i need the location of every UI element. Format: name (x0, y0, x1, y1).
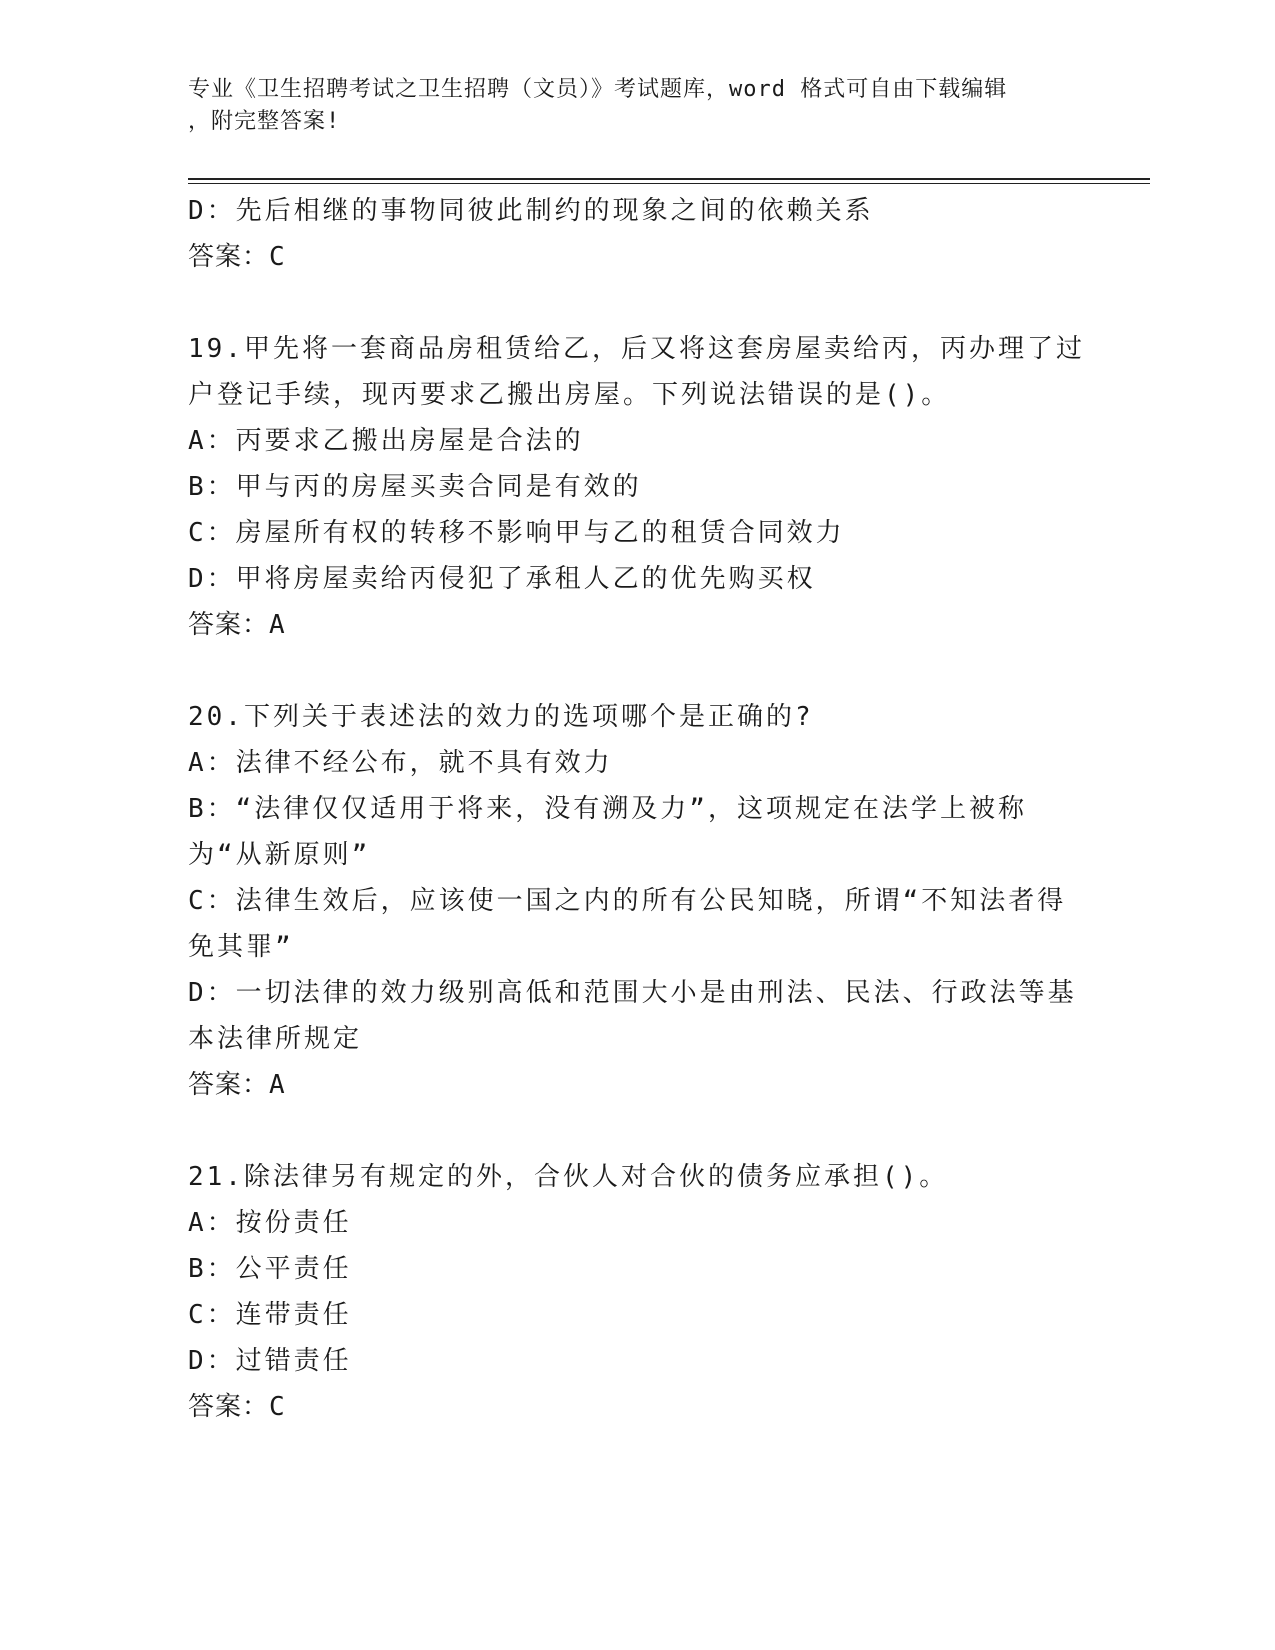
header-line-2: ，附完整答案! (188, 109, 341, 134)
option-d: D：过错责任 (188, 1346, 352, 1376)
question-text: 20.下列关于表述法的效力的选项哪个是正确的? (188, 702, 814, 732)
question-19 (188, 326, 1088, 648)
question-21 (188, 1154, 1088, 1430)
answer-label: 答案： (188, 610, 270, 640)
option-d: D：先后相继的事物同彼此制约的现象之间的依赖关系 (188, 196, 874, 226)
answer-line (188, 602, 1088, 648)
question-text: 19.甲先将一套商品房租赁给乙，后又将这套房屋卖给丙，丙办理了过户登记手续，现丙要求乙搬出房屋。下列说法错误的是()。 (188, 334, 1085, 410)
option-d: D：甲将房屋卖给丙侵犯了承租人乙的优先购买权 (188, 564, 816, 594)
answer-value: A (269, 610, 286, 640)
option-c: C：连带责任 (188, 1300, 352, 1330)
header-line-1: 专业《卫生招聘考试之卫生招聘（文员）》考试题库，word 格式可自由下载编辑 (188, 77, 1008, 102)
option-c: C：房屋所有权的转移不影响甲与乙的租赁合同效力 (188, 518, 845, 548)
spacer (188, 648, 1088, 694)
document-header (188, 74, 1088, 138)
option-a: A：法律不经公布，就不具有效力 (188, 748, 613, 778)
answer-line (188, 1062, 1088, 1108)
spacer (188, 1108, 1088, 1154)
option-b: B：公平责任 (188, 1254, 352, 1284)
answer-value: C (269, 242, 286, 272)
option-b: B：“法律仅仅适用于将来，没有溯及力”，这项规定在法学上被称为“从新原则” (188, 794, 1027, 870)
answer-label: 答案： (188, 1392, 270, 1422)
option-d: D：一切法律的效力级别高低和范围大小是由刑法、民法、行政法等基本法律所规定 (188, 978, 1077, 1054)
spacer (188, 280, 1088, 326)
option-a: A：按份责任 (188, 1208, 352, 1238)
answer-line (188, 234, 1088, 280)
header-rule-thick (188, 178, 1150, 180)
answer-label: 答案： (188, 242, 270, 272)
option-a: A：丙要求乙搬出房屋是合法的 (188, 426, 584, 456)
option-c: C：法律生效后，应该使一国之内的所有公民知晓，所谓“不知法者得免其罪” (188, 886, 1067, 962)
header-rule-thin (188, 183, 1150, 184)
question-20 (188, 694, 1088, 1108)
question-text: 21.除法律另有规定的外，合伙人对合伙的债务应承担()。 (188, 1162, 949, 1192)
answer-line (188, 1384, 1088, 1430)
answer-value: C (269, 1392, 286, 1422)
answer-label: 答案： (188, 1070, 270, 1100)
answer-value: A (269, 1070, 286, 1100)
option-b: B：甲与丙的房屋买卖合同是有效的 (188, 472, 642, 502)
question-content (188, 188, 1088, 1430)
